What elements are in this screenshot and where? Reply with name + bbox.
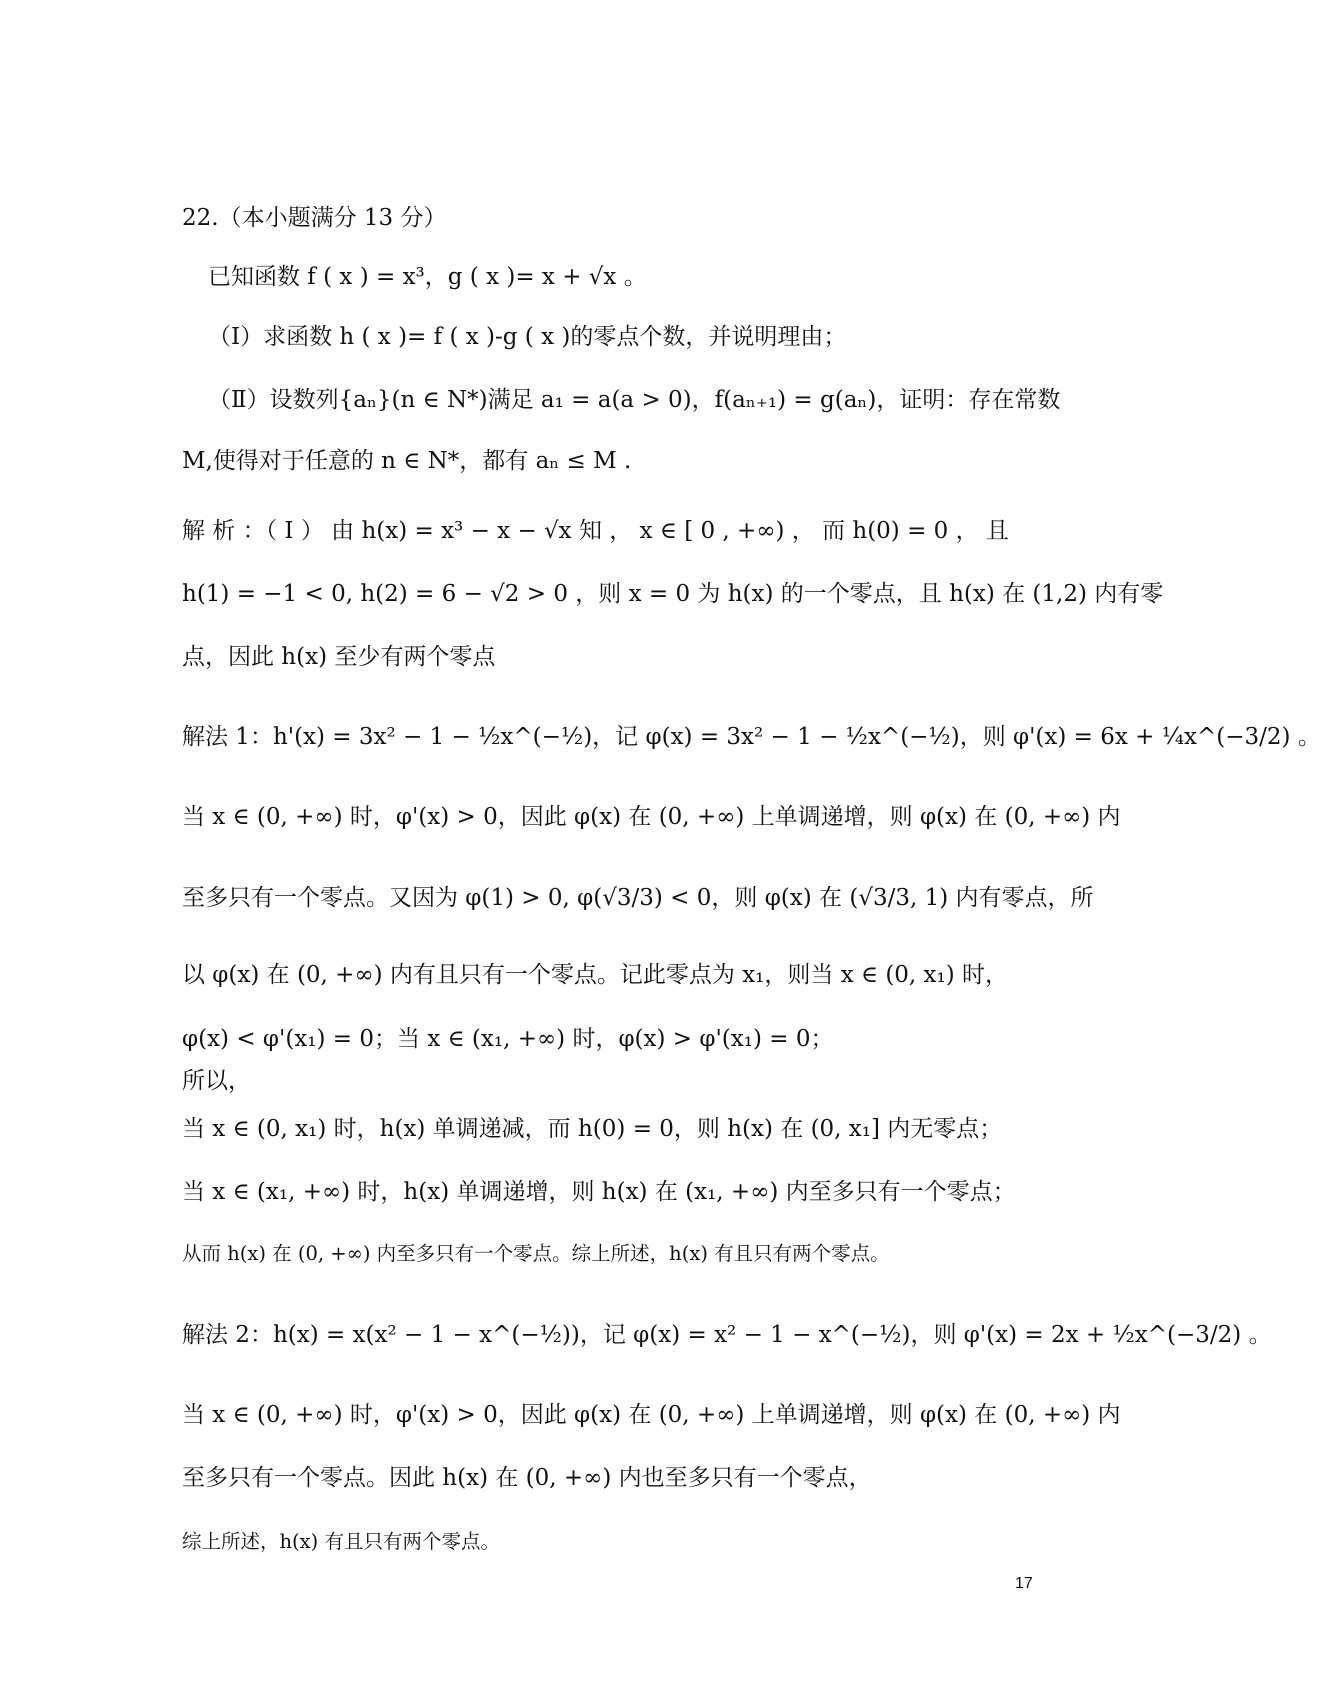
method1-line9: 从而 h(x) 在 (0, +∞) 内至多只有一个零点。综上所述，h(x) 有且只有两个零点。	[182, 1242, 890, 1265]
method1-line2: 当 x ∈ (0, +∞) 时，φ'(x) > 0，因此 φ(x) 在 (0, +∞) 上单调递增，则 φ(x) 在 (0, +∞) 内	[182, 804, 1121, 830]
method1-line7: 当 x ∈ (0, x₁) 时，h(x) 单调递减，而 h(0) = 0，则 h(x) 在 (0, x₁] 内无零点；	[182, 1116, 1003, 1142]
method2-line3: 至多只有一个零点。因此 h(x) 在 (0, +∞) 内也至多只有一个零点，	[182, 1465, 872, 1491]
method1-line8: 当 x ∈ (x₁, +∞) 时，h(x) 单调递增，则 h(x) 在 (x₁, +∞) 内至多只有一个零点；	[182, 1179, 1016, 1205]
problem-part2-line2: M,使得对于任意的 n ∈ N*，都有 aₙ ≤ M .	[182, 448, 632, 474]
analysis-line1: 解 析 ：（ Ⅰ ） 由 h(x) = x³ − x − √x 知 ， x ∈ [ 0 , +∞) ， 而 h(0) = 0 ， 且	[182, 518, 1009, 544]
method1-line5: φ(x) < φ'(x₁) = 0；当 x ∈ (x₁, +∞) 时，φ(x) > φ'(x₁) = 0；	[182, 1026, 834, 1052]
analysis-line3: 点，因此 h(x) 至少有两个零点	[182, 644, 496, 670]
problem-part2-line1: （Ⅱ）设数列{aₙ}(n ∈ N*)满足 a₁ = a(a > 0)，f(aₙ₊₁) = g(aₙ)，证明：存在常数	[208, 387, 1061, 413]
problem-given: 已知函数 f ( x ) = x³，g ( x )= x + √x 。	[208, 264, 647, 290]
method1-line3: 至多只有一个零点。又因为 φ(1) > 0, φ(√3/3) < 0，则 φ(x) 在 (√3/3, 1) 内有零点，所	[182, 885, 1094, 911]
method1-line6: 所以，	[182, 1068, 251, 1094]
method2-line2: 当 x ∈ (0, +∞) 时，φ'(x) > 0，因此 φ(x) 在 (0, +∞) 上单调递增，则 φ(x) 在 (0, +∞) 内	[182, 1402, 1121, 1428]
method2-line4: 综上所述，h(x) 有且只有两个零点。	[182, 1530, 500, 1553]
analysis-line2: h(1) = −1 < 0, h(2) = 6 − √2 > 0 ，则 x = 0 为 h(x) 的一个零点，且 h(x) 在 (1,2) 内有零	[182, 581, 1164, 607]
method2-line1: 解法 2：h(x) = x(x² − 1 − x^(−½))，记 φ(x) = x² − 1 − x^(−½)，则 φ'(x) = 2x + ½x^(−3/2) 。	[182, 1322, 1272, 1348]
method1-line1: 解法 1：h'(x) = 3x² − 1 − ½x^(−½)，记 φ(x) = 3x² − 1 − ½x^(−½)，则 φ'(x) = 6x + ¼x^(−3/2) 。	[182, 724, 1321, 750]
page-number: 17	[1015, 1575, 1033, 1592]
method1-line4: 以 φ(x) 在 (0, +∞) 内有且只有一个零点。记此零点为 x₁，则当 x ∈ (0, x₁) 时，	[182, 962, 1009, 988]
problem-header: 22.（本小题满分 13 分）	[182, 205, 447, 231]
problem-part1: （Ⅰ）求函数 h ( x )= f ( x )-g ( x )的零点个数，并说明理由；	[208, 324, 847, 350]
